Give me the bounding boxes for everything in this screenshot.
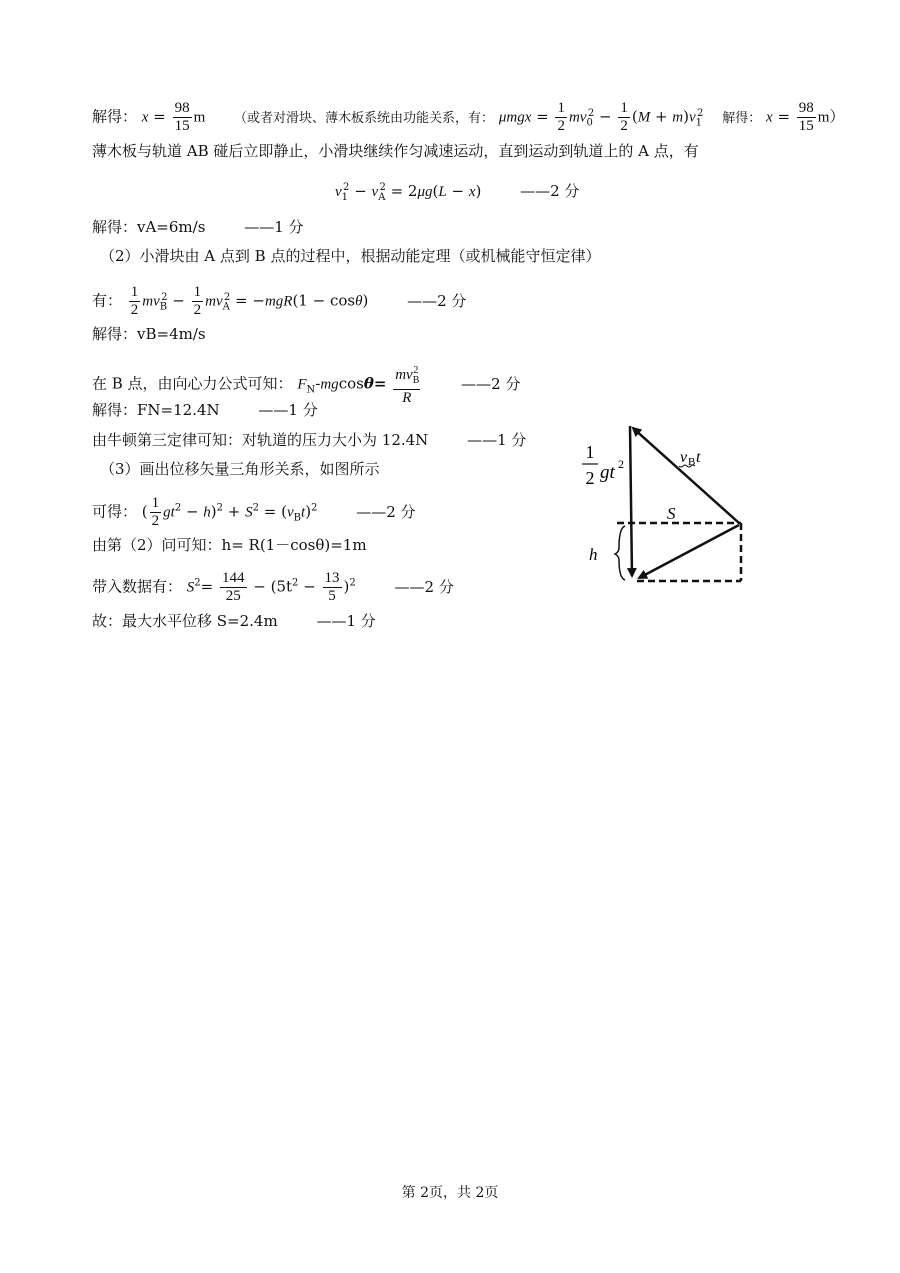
line-14: 带入数据有： $S^2=$ $\frac{144}{25}$ − ($5t^2$ − $\frac{13}{5}$ )$^2$ ——2 分 bbox=[92, 570, 454, 604]
points-l9: ——1 分 bbox=[258, 401, 318, 419]
line-6: 有： $\frac{1}{2}$ $mv_B^2$ − $\frac{1}{2}$ $mv_A^2 = -mgR(1 - \cos\theta)$ ——2 分 bbox=[92, 284, 467, 318]
h-bracket bbox=[615, 526, 625, 580]
line-4 bbox=[92, 217, 304, 237]
line-12: 可得： ( $\frac{1}{2}$ $gt^2 - h)^2 + S^2 = (v_Bt)^2$ ——2 分 bbox=[92, 495, 416, 529]
line-10 bbox=[92, 430, 526, 450]
newton-third: 由牛顿第三定律可知：对轨道的压力大小为 12.4N bbox=[92, 431, 429, 449]
points-l6: ——2 分 bbox=[407, 291, 467, 310]
solve-label: 解得： bbox=[92, 107, 138, 126]
vertical-label: gt bbox=[600, 462, 615, 483]
line-7: 解得：vB=4m/s bbox=[92, 325, 206, 343]
obtain-label: 可得： bbox=[92, 502, 138, 521]
s-label: S bbox=[667, 504, 676, 523]
hypotenuse-arrow bbox=[633, 428, 739, 523]
svg-text:2: 2 bbox=[618, 457, 624, 471]
line-9 bbox=[92, 400, 318, 420]
h-label: h bbox=[589, 545, 598, 564]
svg-text:t: t bbox=[696, 449, 701, 466]
points-l12: ——2 分 bbox=[356, 502, 416, 521]
diagonal-arrow bbox=[639, 525, 739, 578]
line-11: （3）画出位移矢量三角形关系，如图所示 bbox=[100, 460, 380, 478]
points-l14: ——2 分 bbox=[394, 577, 454, 596]
points-l10: ——1 分 bbox=[467, 431, 527, 449]
aside-text: （或者对滑块、薄木板系统由功能关系，有： bbox=[234, 110, 495, 126]
final-answer: 故：最大水平位移 S=2.4m bbox=[92, 612, 278, 630]
line-13: 由第（2）问可知：h= R(1－cosθ)=1m bbox=[92, 536, 367, 554]
line-5: （2）小滑块由 A 点到 B 点的过程中，根据动能定理（或机械能守恒定律） bbox=[100, 247, 601, 265]
hyp-label: v bbox=[680, 449, 688, 466]
line-15 bbox=[92, 611, 376, 631]
points-l15: ——1 分 bbox=[316, 612, 376, 630]
line-2: 薄木板与轨道 AB 碰后立即静止，小滑块继续作匀减速运动，直到运动到轨道上的 A 点，有 bbox=[92, 142, 699, 160]
vertical-arrow bbox=[630, 426, 632, 576]
FN-result: 解得：FN=12.4N bbox=[92, 401, 220, 419]
line-3-equation: $v_1^2 - v_A^2 = 2\mu g(L - x)$ ——2 分 bbox=[335, 182, 580, 203]
points-l4: ——1 分 bbox=[244, 218, 304, 236]
vA-result: 解得：vA=6m/s bbox=[92, 218, 206, 236]
centripetal-label: 在 B 点，由向心力公式可知： bbox=[92, 374, 293, 393]
svg-text:B: B bbox=[688, 456, 696, 468]
line-1: 解得： x = $\frac{98}{15}$ m （或者对滑块、薄木板系统由功能关系，有： μmgx = $\frac{1}{2}$ $mv_0^2$ − $\frac{1}{2}$ $(M + m)v_1^2$ 解得： x = $\frac{98}{15}$ m） bbox=[92, 100, 845, 134]
page-footer: 第 2页，共 2页 bbox=[401, 1185, 499, 1201]
line-8: 在 B 点，由向心力公式可知： $F_N-mgcos\theta=$ $\frac{mv_B^2}{R}$ ——2 分 bbox=[92, 362, 520, 407]
points-l3: ——2 分 bbox=[520, 182, 580, 200]
displacement-triangle-diagram bbox=[575, 418, 765, 594]
points-l8: ——2 分 bbox=[461, 374, 521, 393]
aside-solve-label: 解得： bbox=[722, 110, 762, 126]
have-label: 有： bbox=[92, 291, 123, 310]
svg-text:2: 2 bbox=[585, 468, 595, 488]
svg-text:1: 1 bbox=[585, 442, 595, 462]
substitute-label: 带入数据有： bbox=[92, 577, 183, 596]
